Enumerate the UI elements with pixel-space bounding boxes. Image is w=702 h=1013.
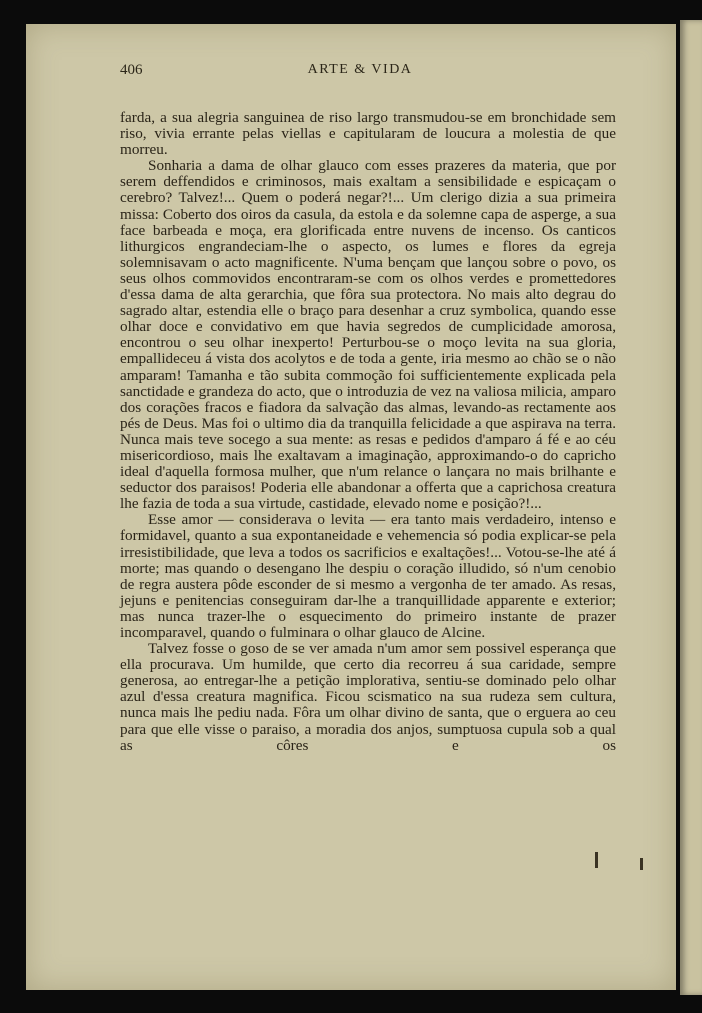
body-text [120,110,616,754]
running-title: ARTE & VIDA [307,62,413,77]
page-header [120,62,600,84]
paragraph-1: farda, a sua alegria sanguinea de riso largo transmudou-se em bronchidade sem riso, vivia errante pelas viellas e capitularam de loucura a molestia de que morreu. [120,109,616,159]
facing-page-edge [680,20,702,995]
ink-mark [640,858,643,870]
paragraph-2: Sonharia a dama de olhar glauco com esses prazeres da materia, que por serem deffendidos e criminosos, mais exaltam a sensibilidade e espicaçam o cerebro? Talvez!... Quem o poderá negar?!... Um clerigo dizia a sua primeira missa: Coberto dos oiros da casula, da estola e da solemne capa de asperge, a sua face barbeada e moça, era glorificada entre nuvens de incenso. Os canticos lithurgicos engrandeciam-lhe o aspecto, os lumes e flores da egreja solemnisavam o acto magnificente. N'uma bençam que lançou sobre o povo, os seus olhos commovidos encontraram-se com os olhos verdes e promettedores d'essa dama de alta gerarchia, que fôra sua protectora. No mais alto degrau do sagrado altar, estendia elle o braço para desenhar a cruz symbolica, quando esse olhar doce e convidativo em que havia segredos de cumplicidade amorosa, encontrou o seu olhar inexperto! Perturbou-se o moço levita na sua gloria, empallideceu á vista dos acolytos e de toda a gente, iria mesmo ao chão se o não amparam! Tamanha e tão subita commoção foi sufficientemente explicada pela sanctidade e grandeza do acto, que o introduzia de vez na valiosa milicia, amparo dos corações fracos e fiadora da salvação das almas, levando-as rectamente aos pés de Deus. Mas foi o ultimo dia da tranquilla felicidade a que aspirava na terra. Nunca mais teve socego a sua mente: as resas e pedidos d'amparo á fé e ao céu misericordioso, mais lhe exaltavam a imaginação, approximando-o do capricho ideal d'aquella formosa mulher, que n'um relance o lançara no mais brilhante e seductor dos paraisos! Poderia elle abandonar a offerta que a caprichosa creatura lhe fazia de toda a sua virtude, castidade, elevado nome e posição?!... [120,157,616,513]
ink-mark [595,852,598,868]
paragraph-3: Esse amor — considerava o levita — era tanto mais verdadeiro, intenso e formidavel, quanto a sua expontaneidade e vehemencia só podia explicar-se pela irresistibilidade, que leva a todos os sacrificios e exaltações!... Votou-se-lhe até á morte; mas quando o desengano lhe despiu o coração illudido, só n'um cenobio de regra austera pôde esconder de si mesmo a vergonha de ter amado. As resas, jejuns e penitencias conseguiram dar-lhe a tranquillidade apparente e exterior; mas nunca trazer-lhe o esquecimento do primeiro instante de prazer incomparavel, quando o fulminara o olhar glauco de Alcine. [120,511,616,641]
page-number: 406 [120,62,143,78]
paragraph-4: Talvez fosse o goso de se ver amada n'um amor sem possivel esperança que ella procurava. Um humilde, que certo dia recorreu á sua caridade, sempre generosa, ao entregar-lhe a petição implorativa, sentiu-se dominado pelo olhar azul d'essa creatura magnifica. Ficou scismatico na sua rudeza sem cultura, nunca mais lhe pediu nada. Fôra um olhar divino de santa, que o erguera ao ceu para que elle visse o paraiso, a moradia dos anjos, sumptuosa cupula sob a qual as côres e os [120,640,616,754]
